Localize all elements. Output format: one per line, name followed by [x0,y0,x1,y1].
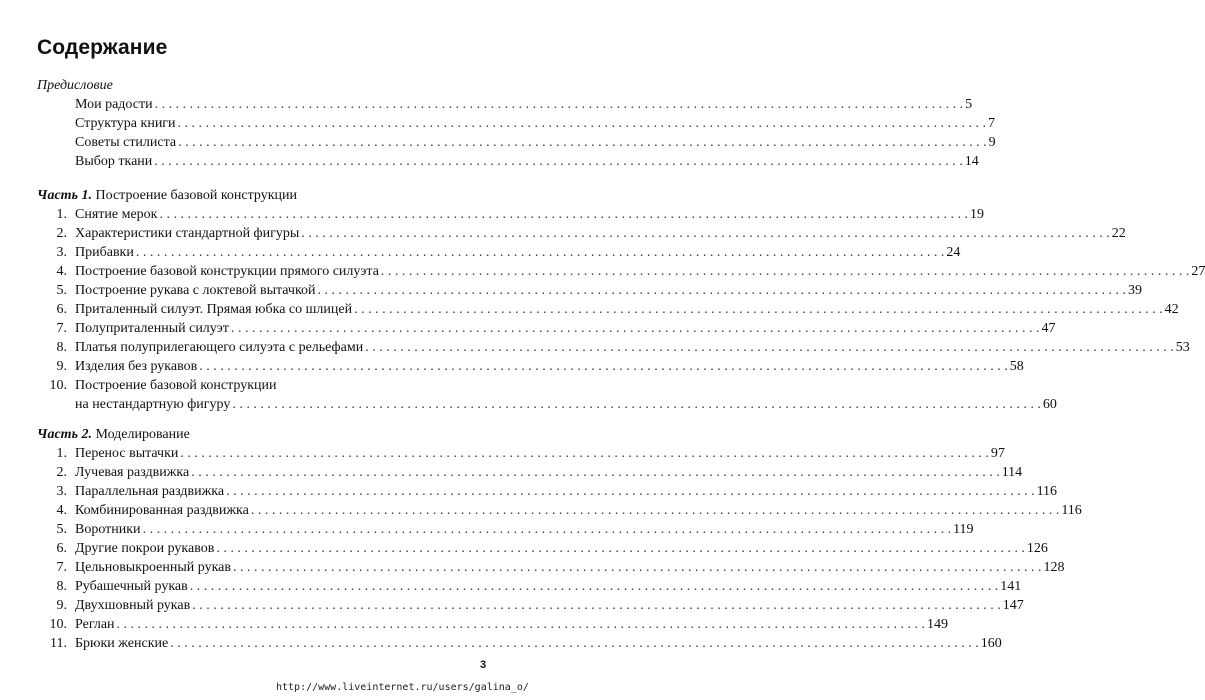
entry-title: Реглан [75,617,115,632]
entry-page: 22 [1111,226,1126,241]
entry-number: 3. [56,245,67,260]
leader-dots [381,262,1190,281]
leader-dots [143,520,952,539]
page-number: 3 [480,659,487,671]
entry-number: 9. [56,359,67,374]
entry-number: 10. [49,617,67,632]
entry-number: 10. [49,378,67,393]
entry-number: 9. [56,598,67,613]
leader-dots [117,615,926,634]
leader-dots [301,224,1110,243]
entry-number: 2. [56,465,67,480]
leader-dots [226,482,1035,501]
toc-entry[interactable] [37,338,1190,357]
preface-entries [37,95,996,171]
entry-title: Построение рукава с локтевой вытачкой [75,283,316,298]
entry-title: Построение базовой конструкции прямого силуэта [75,264,379,279]
entry-page: 7 [988,116,996,131]
toc-entry[interactable] [37,539,1048,558]
toc-entry[interactable] [37,501,1082,520]
toc-entry[interactable] [37,133,996,152]
entry-page: 97 [990,446,1005,461]
toc-entry[interactable] [37,482,1058,501]
page-title: Содержание [37,36,168,59]
entry-page: 116 [1036,484,1058,499]
leader-dots [231,319,1040,338]
preface-section [37,76,996,171]
part2-section [37,425,1082,653]
toc-entry[interactable] [37,300,1179,319]
toc-entry[interactable] [37,319,1056,338]
leader-dots [170,634,979,653]
entry-title: Приталенный силуэт. Прямая юбка со шлицей [75,302,353,317]
leader-dots [180,444,989,463]
entry-number: 11. [50,636,67,651]
entry-page: 14 [964,154,979,169]
entry-page: 128 [1043,560,1065,575]
entry-title: Другие покрои рукавов [75,541,215,556]
leader-dots [318,281,1127,300]
entry-number: 1. [56,446,67,461]
entry-title: Рубашечный рукав [75,579,188,594]
entry-page: 147 [1002,598,1024,613]
watermark-url: http://www.liveinternet.ru/users/galina_o/ [276,682,529,693]
entry-title: Цельновыкроенный рукав [75,560,232,575]
entry-page: 27 [1191,264,1205,279]
leader-dots [136,243,945,262]
entry-title: Перенос вытачки [75,446,179,461]
entry-number: 5. [56,283,67,298]
toc-entry[interactable] [37,463,1023,482]
entry-page: 58 [1009,359,1024,374]
toc-entry[interactable] [37,357,1024,376]
toc-entry[interactable] [37,152,979,171]
entry-title-line1: Построение базовой конструкции [75,378,277,393]
entry-title: Советы стилиста [75,135,177,150]
entry-number: 2. [56,226,67,241]
leader-dots [199,357,1008,376]
toc-entry[interactable] [37,114,996,133]
toc-entry[interactable] [37,520,974,539]
toc-entry[interactable] [37,615,949,634]
entry-title: Выбор ткани [75,154,153,169]
entry-number: 7. [56,560,67,575]
entry-title: Брюки женские [75,636,169,651]
entry-number: 6. [56,541,67,556]
leader-dots [178,133,987,152]
entry-number: 4. [56,503,67,518]
toc-entry[interactable] [37,243,961,262]
part2-entries [37,444,1082,653]
part1-section [37,186,1205,414]
part1-entries [37,205,1205,376]
entry-page: 116 [1061,503,1082,518]
toc-entry[interactable] [37,376,1057,414]
toc-entry[interactable] [37,558,1065,577]
toc-entry[interactable] [37,634,1002,653]
part2-heading: Часть 2. Моделирование [37,427,190,442]
entry-title: Изделия без рукавов [75,359,198,374]
part1-heading: Часть 1. Построение базовой конструкции [37,188,298,203]
entry-page: 60 [1042,397,1057,412]
entry-title: Платья полуприлегающего силуэта с рельефами [75,340,364,355]
toc-entry[interactable] [37,596,1024,615]
entry-title: Характеристики стандартной фигуры [75,226,300,241]
entry-number: 4. [56,264,67,279]
entry-title-line2: на нестандартную фигуру [75,397,231,412]
leader-dots [191,463,1000,482]
entry-page: 9 [988,135,996,150]
entry-page: 126 [1026,541,1048,556]
entry-page: 19 [969,207,984,222]
entry-page: 53 [1175,340,1190,355]
leader-dots [251,501,1060,520]
leader-dots [216,539,1025,558]
entry-page: 5 [965,97,973,112]
leader-dots [190,577,999,596]
entry-title: Параллельная раздвижка [75,484,225,499]
entry-page: 39 [1128,283,1143,298]
toc-entry[interactable] [37,205,984,224]
leader-dots [159,205,968,224]
entry-title: Прибавки [75,245,134,260]
leader-dots [354,300,1163,319]
leader-dots [154,152,963,171]
leader-dots [192,596,1001,615]
entry-title: Комбинированная раздвижка [75,503,249,518]
entry-title: Структура книги [75,116,176,131]
entry-title: Мои радости [75,97,153,112]
entry-page: 114 [1001,465,1023,480]
leader-dots [178,114,987,133]
entry-title: Двухшовный рукав [75,598,191,613]
leader-dots [365,338,1174,357]
entry-number: 7. [56,321,67,336]
entry-page: 42 [1164,302,1179,317]
preface-heading: Предисловие [37,78,113,93]
toc-entry[interactable] [37,95,973,114]
entry-title: Полуприталенный силуэт [75,321,229,336]
entry-page: 24 [946,245,961,260]
entry-page: 119 [953,522,974,537]
entry-number: 8. [56,579,67,594]
entry-page: 149 [927,617,949,632]
toc-entry[interactable] [37,262,1205,281]
leader-dots [233,558,1042,577]
entry-page: 141 [1000,579,1022,594]
toc-entry[interactable] [37,224,1126,243]
leader-dots [155,95,964,114]
entry-title: Снятие мерок [75,207,158,222]
entry-number: 8. [56,340,67,355]
entry-number: 6. [56,302,67,317]
toc-entry[interactable] [37,281,1143,300]
entry-title: Воротники [75,522,141,537]
entry-page: 47 [1041,321,1056,336]
entry-number: 1. [56,207,67,222]
leader-dots [232,395,1041,414]
toc-entry[interactable] [37,444,1005,463]
entry-number: 5. [56,522,67,537]
toc-entry[interactable] [37,577,1022,596]
entry-page: 160 [980,636,1002,651]
entry-number: 3. [56,484,67,499]
entry-title: Лучевая раздвижка [75,465,190,480]
